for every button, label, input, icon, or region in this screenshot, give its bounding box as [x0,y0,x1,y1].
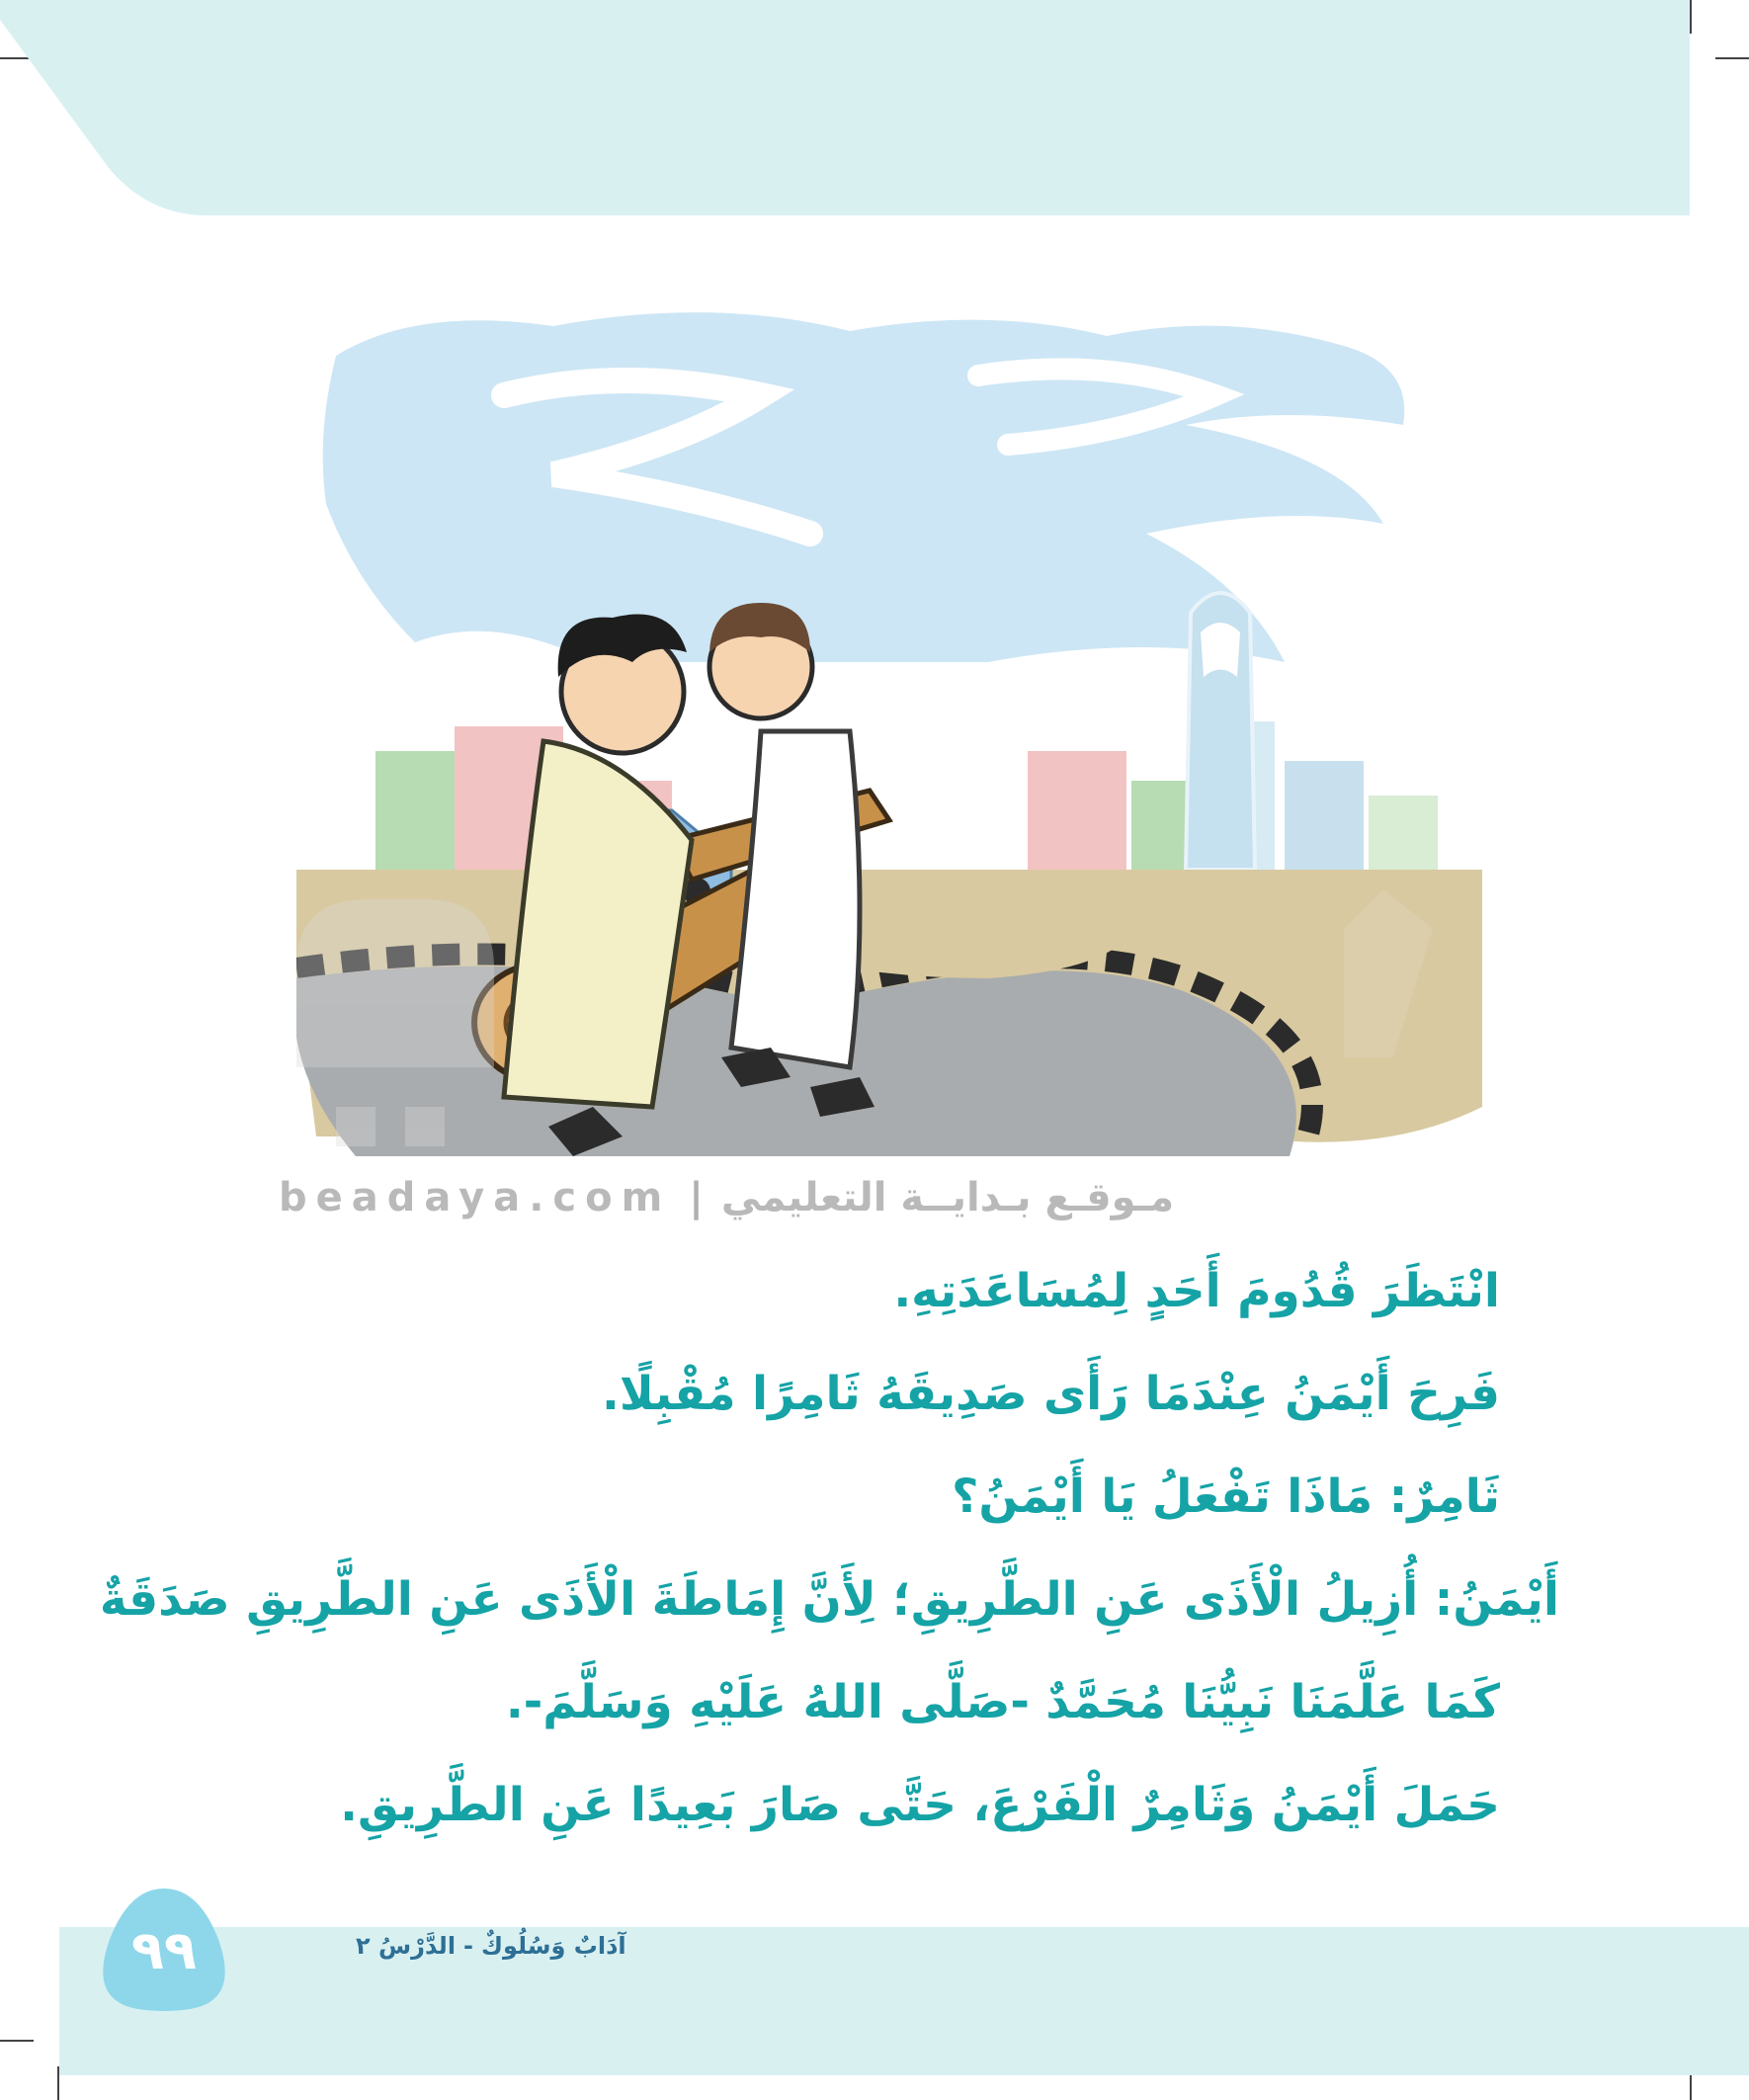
footer-dash: - [463,1932,474,1960]
watermark-url: beadaya.com [279,1175,672,1220]
story-line-5: كَمَا عَلَّمَنَا نَبِيُّنَا مُحَمَّدٌ -صَلَّى اللهُ عَلَيْهِ وَسَلَّمَ-. [505,1675,1500,1729]
footer-lesson: الدَّرْسُ ٢ [356,1932,457,1960]
bottom-band-shape [59,1927,1749,2075]
watermark-site-name: مـوقـع بـدايــة التعليمي [720,1175,1175,1220]
story-line-3: ثَامِرٌ: مَاذَا تَفْعَلُ يَا أَيْمَنُ؟ [952,1470,1500,1524]
top-band [0,0,1690,215]
kingdom-tower-icon [1186,593,1255,870]
bottom-band [0,1927,1749,2075]
story-line-6: حَمَلَ أَيْمَنُ وَثَامِرٌ الْفَرْعَ، حَتَّى صَارَ بَعِيدًا عَنِ الطَّرِيقِ. [340,1778,1500,1832]
page-number: ٩٩ [131,1918,197,1981]
top-band-shape [0,0,1690,215]
story-line-1: انْتَظَرَ قُدُومَ أَحَدٍ لِمُسَاعَدَتِهِ. [893,1264,1500,1318]
watermark-url-line [279,1173,1175,1222]
story-text [99,1240,1581,1857]
story-line-4: أَيْمَنُ: أُزِيلُ الْأَذَى عَنِ الطَّرِيقِ؛ لِأَنَّ إِمَاطَةَ الْأَذَى عَنِ الطَّرِيقِ صَدَقَةٌ [99,1572,1559,1627]
story-line-2: فَرِحَ أَيْمَنُ عِنْدَمَا رَأَى صَدِيقَهُ ثَامِرًا مُقْبِلًا. [602,1367,1500,1421]
crop-mark-top-right [1715,57,1749,59]
watermark-separator: | [689,1175,704,1220]
crop-mark-top-right-v [1690,0,1692,34]
footer-lesson-label [356,1932,672,1960]
footer-unit: آدَابٌ وَسُلُوكٌ [481,1932,626,1960]
story-illustration [296,287,1502,1166]
